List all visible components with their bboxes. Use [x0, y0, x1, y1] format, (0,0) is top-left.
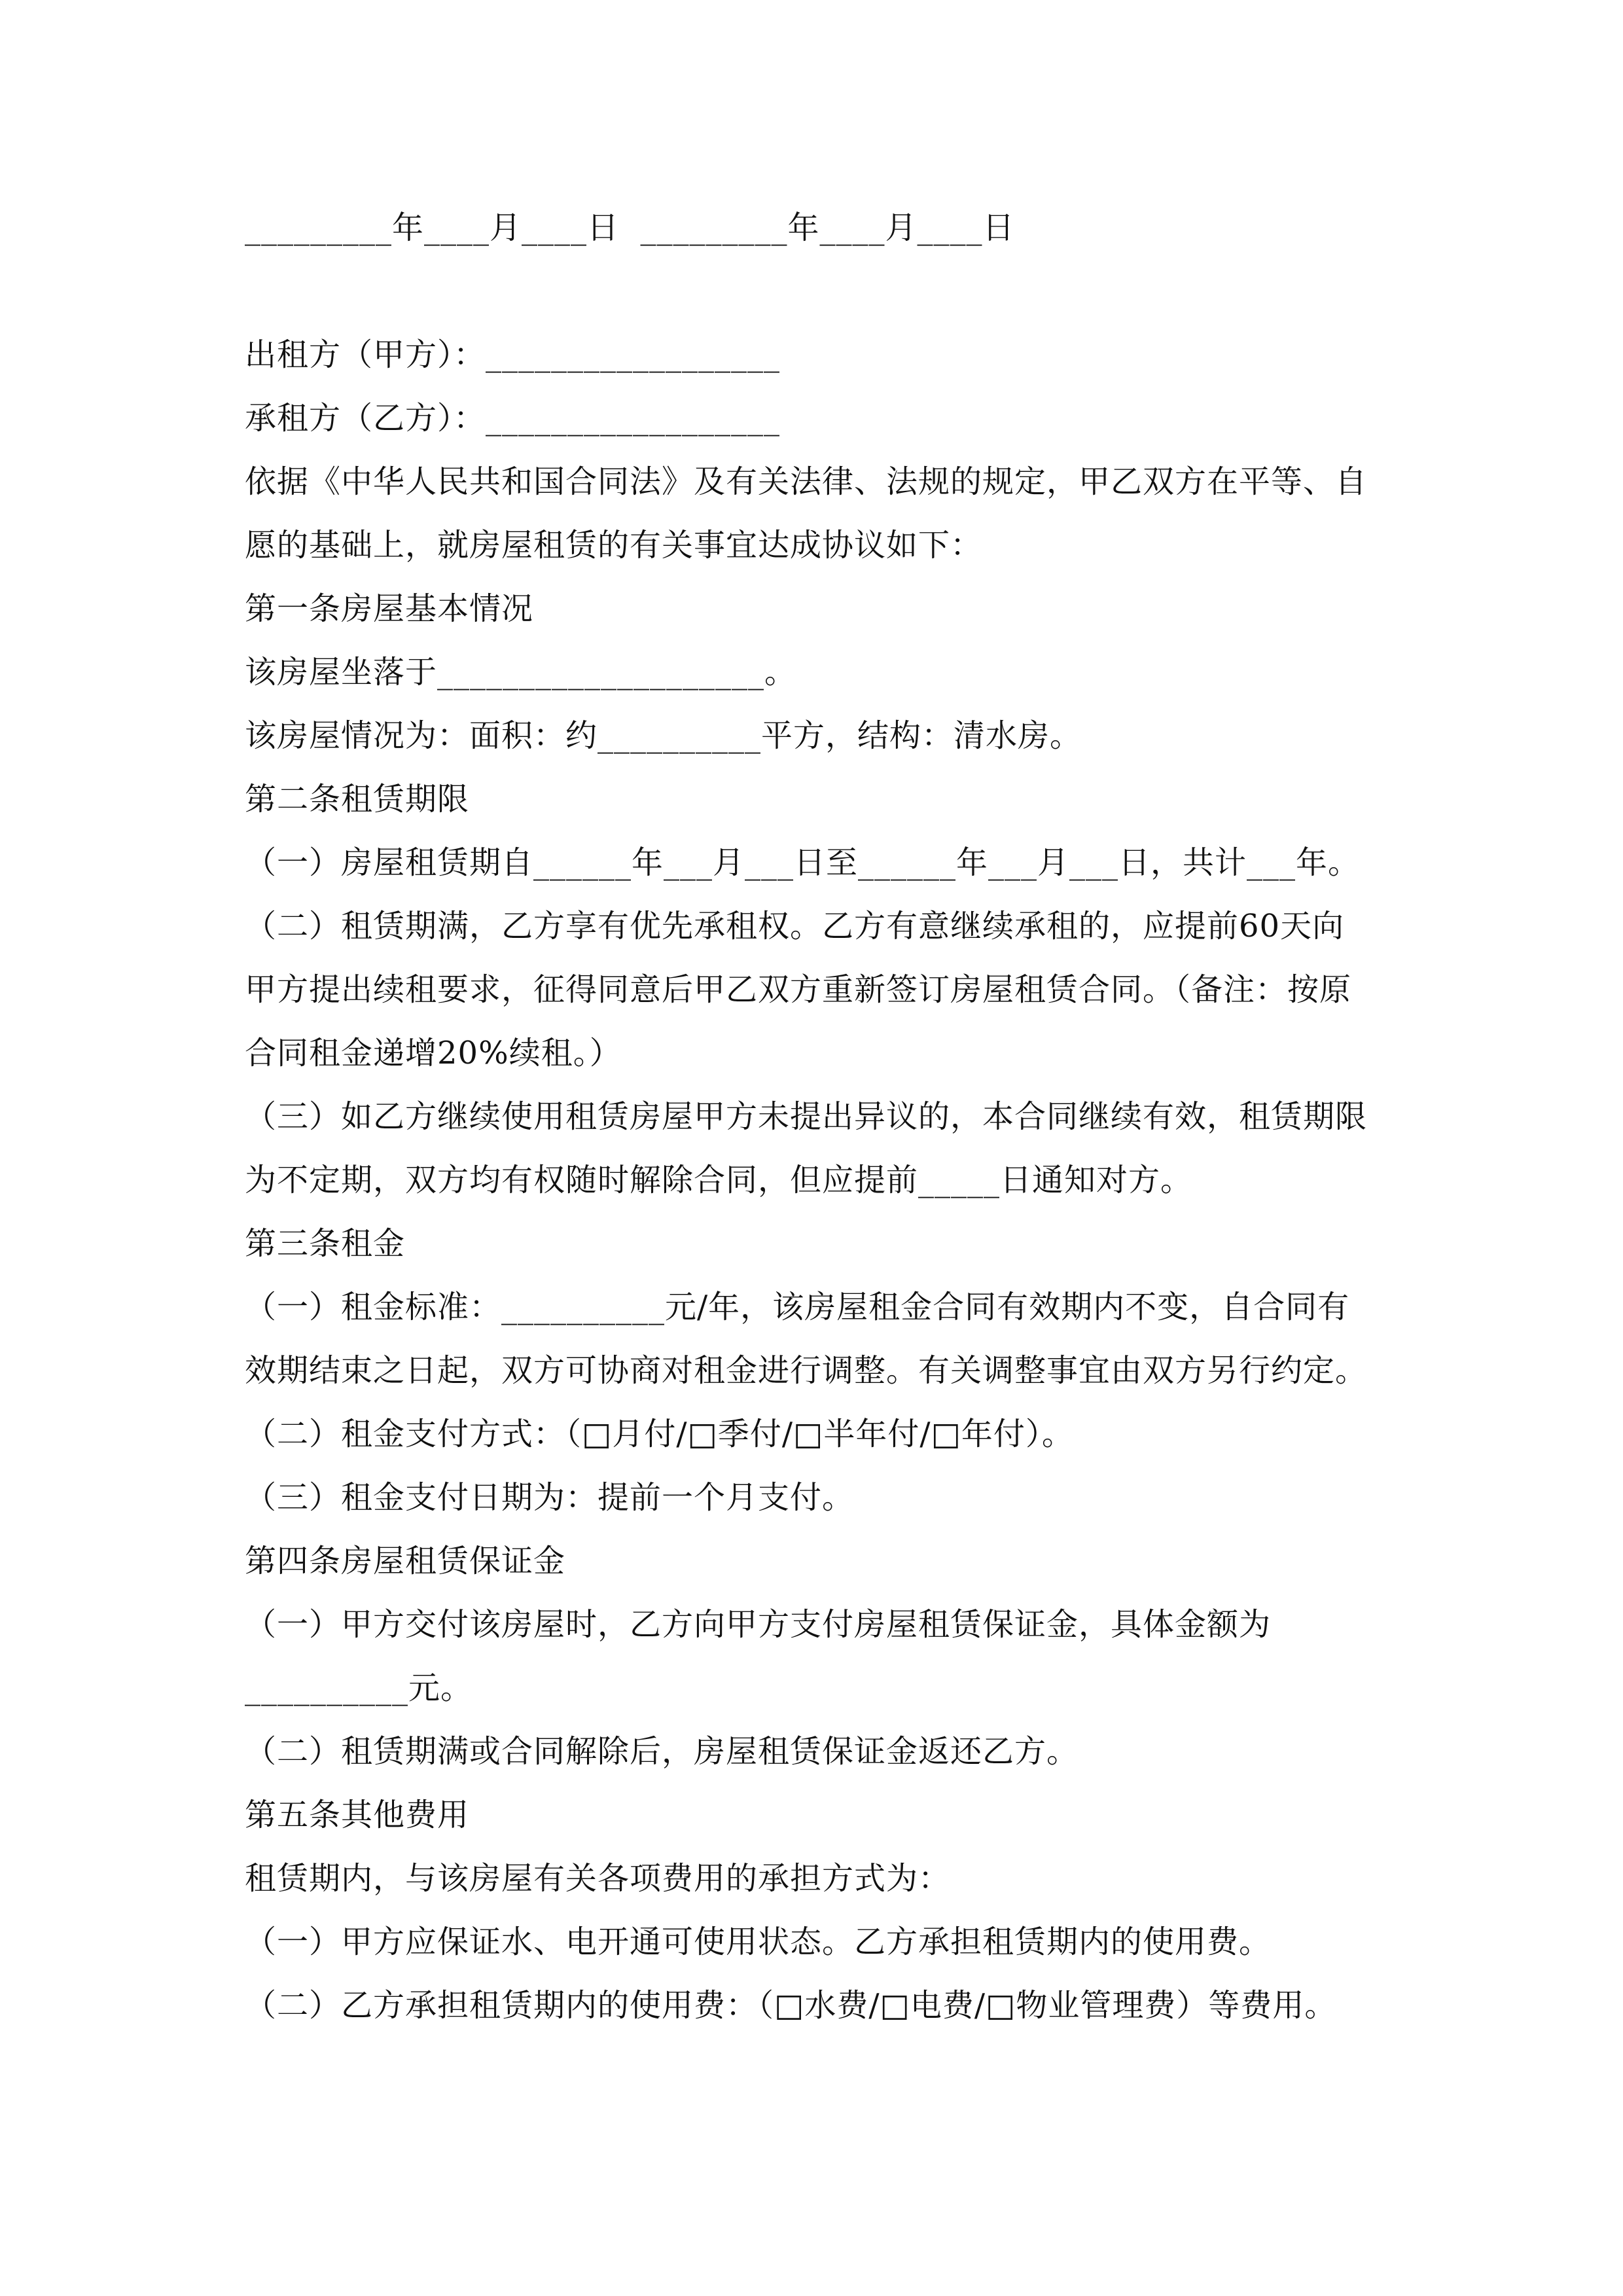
lessor-line: 出租方（甲方）：__________________ [245, 336, 781, 373]
intro-paragraph-line-1: 依据《中华人民共和国合同法》及有关法律、法规的规定，甲乙双方在平等、自 [245, 463, 1368, 500]
deposit-return-line: （二）租赁期满或合同解除后，房屋租赁保证金返还乙方。 [245, 1733, 1079, 1770]
article-5-heading: 第五条其他费用 [245, 1797, 470, 1833]
rent-standard-line-1: （一）租金标准：__________元/年，该房屋租金合同有效期内不变，自合同有 [245, 1289, 1350, 1325]
deposit-line-2: __________元。 [245, 1670, 473, 1706]
intro-paragraph-line-2: 愿的基础上，就房屋租赁的有关事宜达成协议如下： [245, 527, 983, 564]
other-fees-intro-line: 租赁期内，与该房屋有关各项费用的承担方式为： [245, 1860, 951, 1897]
lessee-line: 承租方（乙方）：__________________ [245, 400, 781, 437]
article-4-heading: 第四条房屋租赁保证金 [245, 1543, 566, 1579]
house-condition-line: 该房屋情况为：面积：约__________平方，结构：清水房。 [245, 717, 1082, 754]
utilities-lessee-line: （二）乙方承担租赁期内的使用费：（□水费/□电费/□物业管理费）等费用。 [245, 1987, 1337, 2024]
indefinite-term-line-1: （三）如乙方继续使用租赁房屋甲方未提出异议的，本合同继续有效，租赁期限 [245, 1098, 1368, 1135]
renewal-clause-line-1: （二）租赁期满，乙方享有优先承租权。乙方有意继续承租的，应提前60天向 [245, 908, 1345, 944]
renewal-clause-line-3: 合同租金递增20%续租。） [245, 1035, 622, 1071]
rent-payment-method-line: （二）租金支付方式：（□月付/□季付/□半年付/□年付）。 [245, 1416, 1074, 1452]
article-2-heading: 第二条租赁期限 [245, 781, 470, 817]
rent-payment-date-line: （三）租金支付日期为：提前一个月支付。 [245, 1479, 855, 1516]
lease-term-line: （一）房屋租赁期自______年___月___日至______年___月___日，共计___年。 [245, 844, 1361, 881]
article-1-heading: 第一条房屋基本情况 [245, 590, 534, 627]
signing-dates-line: _________年____月____日 _________年____月____日 [245, 209, 1015, 246]
indefinite-term-line-2: 为不定期，双方均有权随时解除合同，但应提前_____日通知对方。 [245, 1162, 1193, 1198]
article-3-heading: 第三条租金 [245, 1225, 406, 1262]
deposit-line-1: （一）甲方交付该房屋时，乙方向甲方支付房屋租赁保证金，具体金额为 [245, 1606, 1272, 1643]
rent-standard-line-2: 效期结束之日起，双方可协商对租金进行调整。有关调整事宜由双方另行约定。 [245, 1352, 1368, 1389]
house-location-line: 该房屋坐落于____________________。 [245, 654, 797, 691]
utilities-lessor-line: （一）甲方应保证水、电开通可使用状态。乙方承担租赁期内的使用费。 [245, 1924, 1272, 1960]
renewal-clause-line-2: 甲方提出续租要求，征得同意后甲乙双方重新签订房屋租赁合同。（备注：按原 [245, 971, 1352, 1008]
